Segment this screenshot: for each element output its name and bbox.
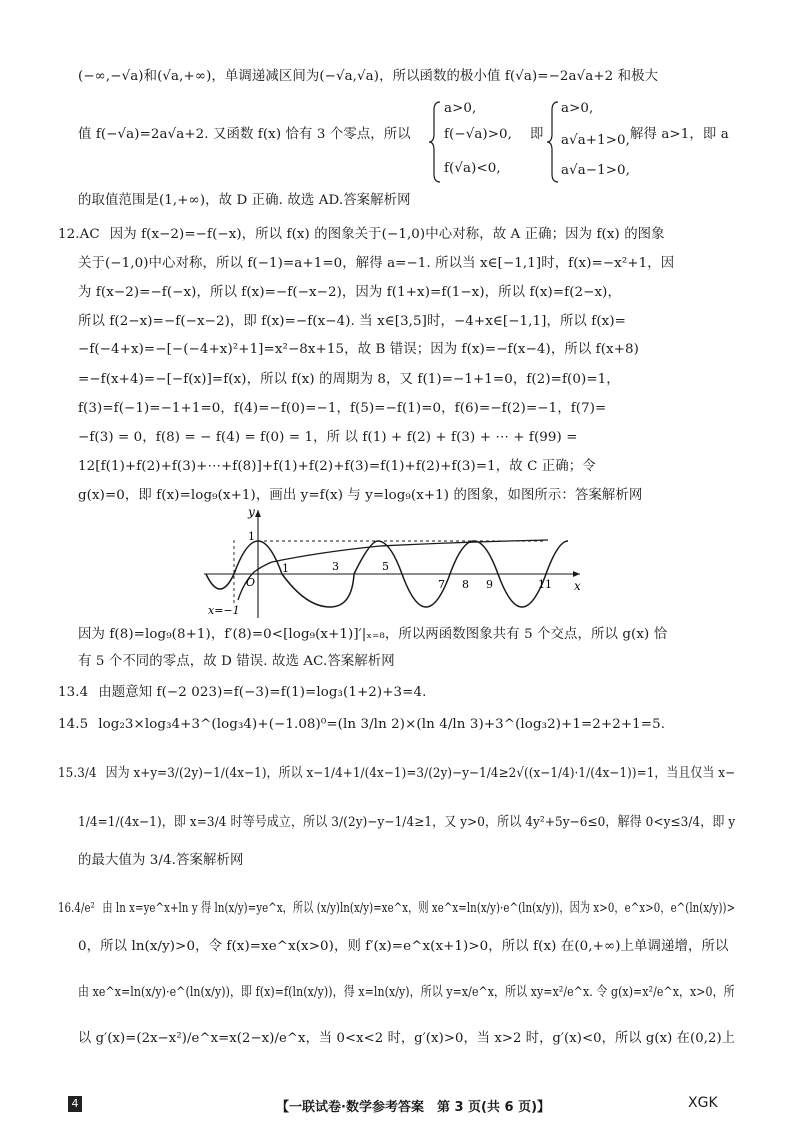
q12-after-line-1: 有 5 个不同的零点，故 D 错误. 故选 AC.答案解析网 — [78, 654, 395, 669]
q11-continuation-line1: (−∞,−√a)和(√a,+∞)，单调递减区间为(−√a,√a)，所以函数的极小值 f(√a)=−2a√a+2 和极大 — [78, 69, 659, 84]
origin-label: O — [246, 576, 256, 589]
q11-continuation-line2-left: 值 f(−√a)=2a√a+2. 又函数 f(x) 恰有 3 个零点，所以 — [78, 127, 411, 142]
q13-number: 13. — [58, 685, 80, 700]
system2-row2: a√a+1>0, — [561, 133, 631, 148]
q12-line-3: 所以 f(2−x)=−f(−x−2)，即 f(x)=−f(x−4). 当 x∈[3,5]时，−4+x∈[−1,1]，所以 f(x)= — [78, 314, 626, 329]
footer-title: 【一联试卷·数学参考答案 第 3 页(共 6 页)】 — [276, 1100, 551, 1115]
q14-answer: 5 — [79, 717, 89, 732]
q15-line-1: 1/4=1/(4x−1)，即 x=3/4 时等号成立，所以 3/(2y)−y−1/4≥1，又 y>0，所以 4y²+5y−6≤0，解得 0<y≤3/4，即 y — [78, 815, 736, 830]
q14-block — [58, 716, 665, 734]
x-axis-label: x — [574, 579, 581, 593]
q14-text: log₂3×log₃4+3^(log₃4)+(−1.08)⁰=(ln 3/ln 2)×(ln 4/ln 3)+3^(log₃2)+1=2+2+1=5. — [98, 717, 666, 732]
x-axis-arrow-icon — [573, 571, 580, 577]
q12-line-9: g(x)=0，即 f(x)=log₉(x+1)，画出 y=f(x) 与 y=log₉(x+1) 的图象，如图所示：答案解析网 — [78, 488, 643, 503]
q13-block — [58, 684, 426, 702]
q12-line-2: 为 f(x−2)=−f(−x)，所以 f(x)=−f(−x−2)，因为 f(1+x)=f(1−x)，所以 f(x)=f(2−x)， — [78, 285, 621, 300]
q16-line-3: 以 g′(x)=(2x−x²)/e^x=x(2−x)/e^x，当 0<x<2 时，g′(x)>0，当 x>2 时，g′(x)<0，所以 g(x) 在(0,2)上 — [78, 1031, 736, 1046]
q16-answer: 4/e² — [74, 901, 95, 916]
q12-line-4: −f(−4+x)=−[−(−4+x)²+1]=x²−8x+15，故 B 错误；因为 f(x)=−f(x−4)，所以 f(x+8) — [78, 342, 639, 357]
x-tick-5: 5 — [382, 560, 389, 573]
q15-line-2: 的最大值为 3/4.答案解析网 — [78, 853, 244, 868]
q15-number: 15. — [58, 766, 78, 781]
y-tick-1: 1 — [248, 530, 255, 543]
q12-after-line-0: 因为 f(8)=log₉(8+1)，f′(8)=0<[log₉(x+1)]′|ₓ₌₈，所以两函数图象共有 5 个交点，所以 g(x) 恰 — [78, 627, 668, 642]
q15-answer: 3/4 — [77, 766, 97, 781]
q12-line-1: 关于(−1,0)中心对称，所以 f(−1)=a+1=0，解得 a=−1. 所以当 x∈[−1,1]时，f(x)=−x²+1，因 — [78, 256, 675, 271]
q12-answer: AC — [79, 227, 100, 242]
x-tick-8: 8 — [462, 578, 469, 591]
q11-continuation-line3: 的取值范围是(1,+∞)，故 D 正确. 故选 AD.答案解析网 — [78, 193, 411, 208]
q12-line-5: =−f(x+4)=−[−f(x)]=f(x)，所以 f(x) 的周期为 8，又 f(1)=−1+1=0，f(2)=f(0)=1， — [78, 372, 620, 387]
q15-line-0: 因为 x+y=3/(2y)−1/(4x−1)，所以 x−1/4+1/(4x−1)=3/(2y)−y−1/4≥2√((x−1/4)·1/(4x−1))=1，当且仅当 x− — [105, 766, 736, 781]
q16-line-2: 由 xe^x=ln(x/y)·e^(ln(x/y))，即 f(x)=f(ln(x/y))，得 x=ln(x/y)，所以 y=x/e^x，所以 xy=x²/e^x. 令 g(x)=x²/e^x，x>0，所 — [78, 985, 735, 1000]
x-tick-1: 1 — [282, 562, 289, 575]
asymptote-label: x=−1 — [208, 604, 240, 617]
footer-code: XGK — [688, 1095, 718, 1111]
q13-text: 由题意知 f(−2 023)=f(−3)=f(1)=log₃(1+2)+3=4. — [98, 685, 427, 700]
left-brace-icon-2 — [546, 100, 560, 184]
x-tick-3: 3 — [332, 560, 339, 573]
q12-header — [58, 226, 665, 244]
system2-row3: a√a−1>0, — [561, 163, 631, 178]
q16-line-0: 由 ln x=ye^x+ln y 得 ln(x/y)=ye^x，所以 (x/y)ln(x/y)=xe^x，则 xe^x=ln(x/y)·e^(ln(x/y))，因为 x>0，e^x>0，e^(ln(x/y))> — [102, 901, 736, 916]
system1-row2: f(−√a)>0, — [444, 127, 513, 142]
q16-line-1: 0，所以 ln(x/y)>0，令 f(x)=xe^x(x>0)，则 f′(x)=e^x(x+1)>0，所以 f(x) 在(0,+∞)上单调递增，所以 — [78, 939, 729, 954]
q12-line-6: f(3)=f(−1)=−1+1=0，f(4)=−f(0)=−1，f(5)=−f(1)=0，f(6)=−f(2)=−1，f(7)= — [78, 401, 607, 416]
system1-row1: a>0, — [444, 101, 477, 116]
q16-number: 16. — [58, 901, 75, 916]
function-graph — [200, 500, 590, 620]
x-tick-11: 11 — [538, 578, 552, 591]
x-tick-7: 7 — [438, 578, 445, 591]
y-axis-arrow-icon — [255, 510, 261, 517]
q12-line-8: 12[f(1)+f(2)+f(3)+⋯+f(8)]+f(1)+f(2)+f(3)=f(1)+f(2)+f(3)=1，故 C 正确；令 — [78, 459, 596, 474]
system2-row1: a>0, — [561, 101, 594, 116]
q15-header — [58, 765, 735, 783]
system1-row3: f(√a)<0, — [444, 161, 501, 176]
connector-text: 即 — [530, 127, 544, 142]
left-brace-icon — [428, 100, 442, 184]
x-tick-9: 9 — [486, 578, 493, 591]
q16-header — [58, 900, 735, 918]
y-axis-label: y — [248, 505, 255, 519]
q12-number: 12. — [58, 227, 80, 242]
q14-number: 14. — [58, 717, 80, 732]
q11-continuation-line2-right: 解得 a>1，即 a — [630, 127, 729, 142]
page-badge: 4 — [68, 1096, 82, 1112]
q12-line-7: −f(3) = 0，f(8) = − f(4) = f(0) = 1，所 以 f(1) + f(2) + f(3) + ⋯ + f(99) = — [78, 430, 578, 445]
q12-line-0: 因为 f(x−2)=−f(−x)，所以 f(x) 的图象关于(−1,0)中心对称，故 A 正确；因为 f(x) 的图象 — [109, 227, 665, 242]
q13-answer: 4 — [79, 685, 89, 700]
